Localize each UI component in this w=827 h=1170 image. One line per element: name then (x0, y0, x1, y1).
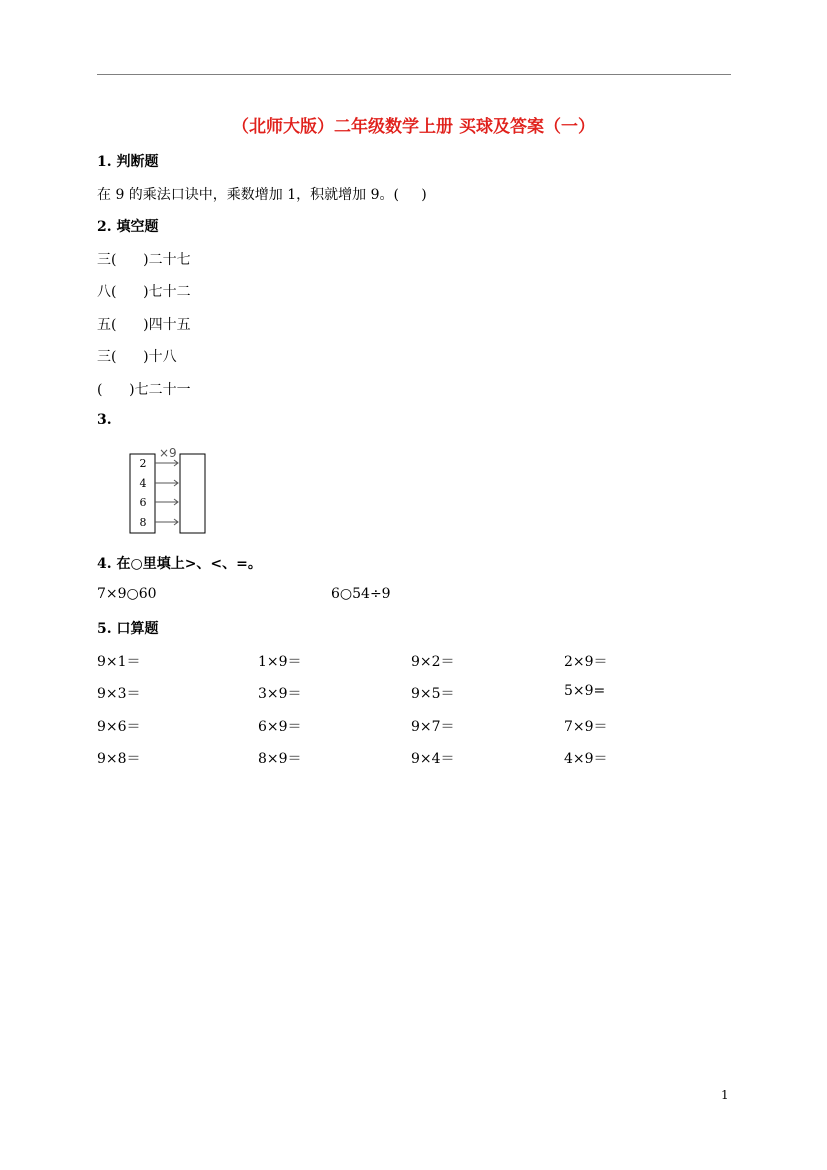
mental-math-item: 8×9＝ (258, 751, 302, 767)
mental-math-item: 7×9＝ (564, 719, 608, 735)
arrow-icon (155, 499, 178, 505)
arrow-icon (155, 460, 178, 466)
page-number: 1 (721, 1088, 729, 1102)
mental-math-item: 2×9＝ (564, 654, 608, 670)
compare-item-1: 7×9○60 (97, 586, 157, 602)
mental-math-item: 9×7＝ (411, 719, 455, 735)
mental-math-item: 3×9＝ (258, 686, 302, 702)
output-box (180, 454, 205, 533)
mental-math-item: 9×3＝ (97, 686, 141, 702)
q2-line-4: 三( )十八 (97, 349, 177, 365)
mental-math-item: 9×5＝ (411, 686, 455, 702)
mental-math-item: 9×2＝ (411, 654, 455, 670)
mental-math-item: 9×6＝ (97, 719, 141, 735)
q2-heading: 2. 填空题 (97, 219, 159, 235)
input-number: 6 (139, 496, 147, 509)
q2-line-2: 八( )七十二 (97, 284, 191, 300)
mental-math-item: 9×4＝ (411, 751, 455, 767)
multiply-by-9-diagram (128, 444, 210, 540)
q1-heading: 1. 判断题 (97, 154, 159, 170)
mental-math-item: 6×9＝ (258, 719, 302, 735)
input-number: 2 (139, 457, 147, 470)
compare-item-2: 6○54÷9 (331, 586, 391, 602)
q4-heading: 4. 在○里填上>、<、=。 (97, 556, 262, 572)
arrow-icon (155, 519, 178, 525)
mental-math-item: 9×1＝ (97, 654, 141, 670)
q2-line-3: 五( )四十五 (97, 317, 191, 333)
mental-math-item: 5×9= (564, 683, 606, 699)
q2-line-1: 三( )二十七 (97, 252, 191, 268)
page-title: （北师大版）二年级数学上册 买球及答案（一） (232, 117, 595, 137)
input-number: 4 (139, 477, 147, 490)
q1-statement: 在 9 的乘法口诀中，乘数增加 1，积就增加 9。( ) (97, 187, 427, 203)
q3-heading: 3. (97, 412, 112, 428)
q5-heading: 5. 口算题 (97, 621, 159, 637)
operator-label: ×9 (159, 446, 177, 460)
q2-line-5: ( )七二十一 (97, 382, 191, 398)
input-number: 8 (139, 516, 147, 529)
arrow-icon (155, 480, 178, 486)
mental-math-item: 9×8＝ (97, 751, 141, 767)
mental-math-item: 1×9＝ (258, 654, 302, 670)
header-rule (97, 74, 731, 75)
mental-math-item: 4×9＝ (564, 751, 608, 767)
